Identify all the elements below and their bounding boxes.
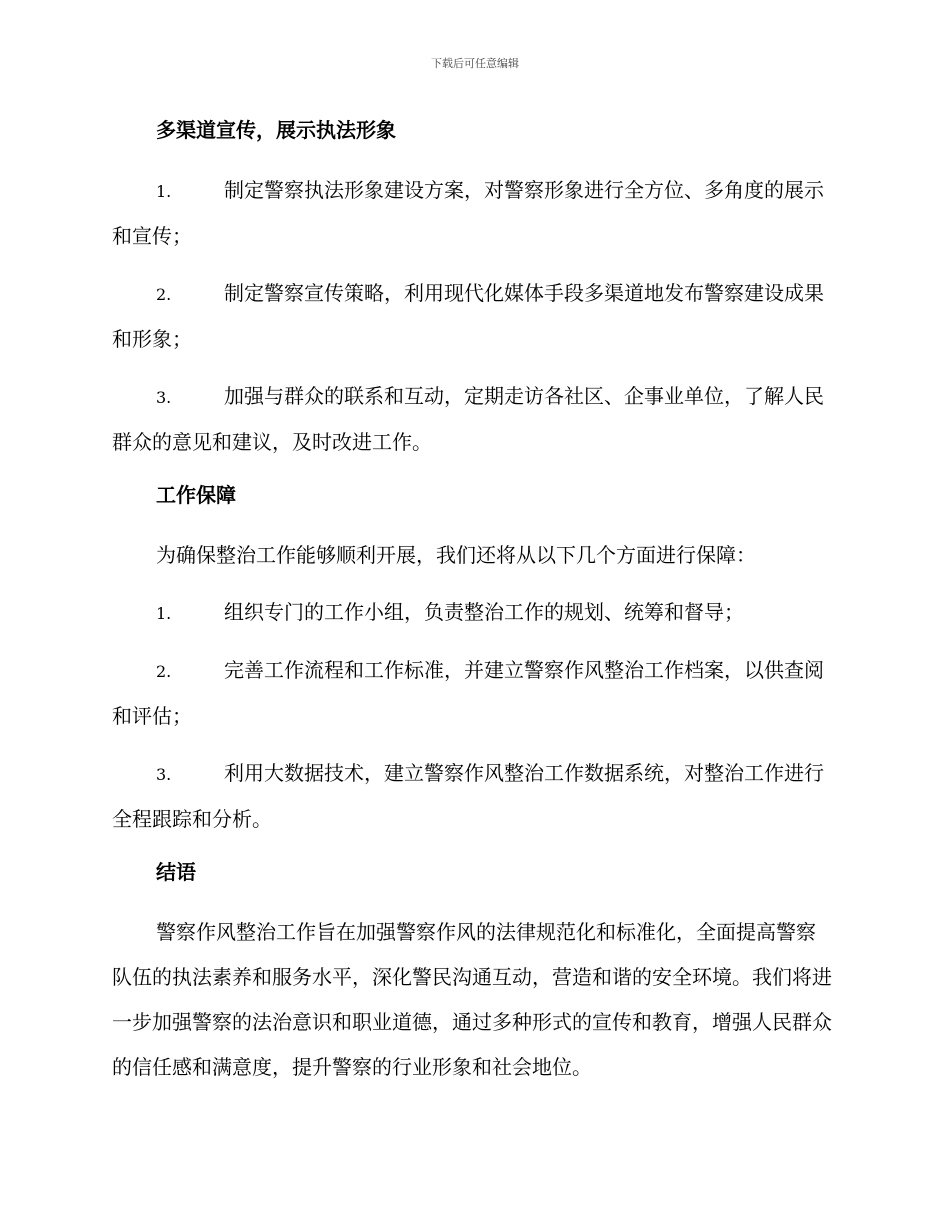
list-item-text: 组织专门的工作小组，负责整治工作的规划、统筹和督导；	[224, 600, 744, 624]
list-item-number: 1.	[156, 604, 172, 623]
list-item-text: 制定警察执法形象建设方案，对警察形象进行全方位、多角度的展示和宣传；	[112, 178, 824, 248]
list-item	[112, 374, 834, 465]
section-heading-conclusion: 结语	[156, 860, 196, 884]
document-body	[112, 112, 834, 1102]
list-item	[112, 168, 834, 259]
list-item-text: 完善工作流程和工作标准，并建立警察作风整治工作档案，以供查阅和评估；	[112, 658, 824, 728]
conclusion-paragraph: 警察作风整治工作旨在加强警察作风的法律规范化和标准化，全面提高警察队伍的执法素养和服务水平，深化警民沟通互动，营造和谐的安全环境。我们将进一步加强警察的法治意识和职业道德，通过多种形式的宣传和教育，增强人民群众的信任感和满意度，提升警察的行业形象和社会地位。	[112, 920, 832, 1079]
list-item	[112, 271, 834, 362]
list-item-number: 2.	[156, 285, 172, 304]
list-item	[112, 590, 834, 636]
list-item-number: 2.	[156, 662, 172, 681]
list-item	[112, 648, 834, 739]
list-item-number: 3.	[156, 765, 172, 784]
list-item-text: 加强与群众的联系和互动，定期走访各社区、企事业单位，了解人民群众的意见和建议，及时改进工作。	[112, 384, 824, 454]
list-item	[112, 751, 834, 842]
list-item-number: 3.	[156, 388, 172, 407]
list-item-text: 制定警察宣传策略，利用现代化媒体手段多渠道地发布警察建设成果和形象；	[112, 281, 824, 351]
list-item-text: 利用大数据技术，建立警察作风整治工作数据系统，对整治工作进行全程跟踪和分析。	[112, 761, 824, 831]
section-heading-guarantee: 工作保障	[156, 483, 236, 507]
page-header: 下载后可任意编辑	[431, 57, 519, 70]
list-item-number: 1.	[156, 182, 172, 201]
section-intro: 为确保整治工作能够顺利开展，我们还将从以下几个方面进行保障：	[156, 543, 756, 567]
section-heading-publicity: 多渠道宣传，展示执法形象	[156, 118, 396, 142]
